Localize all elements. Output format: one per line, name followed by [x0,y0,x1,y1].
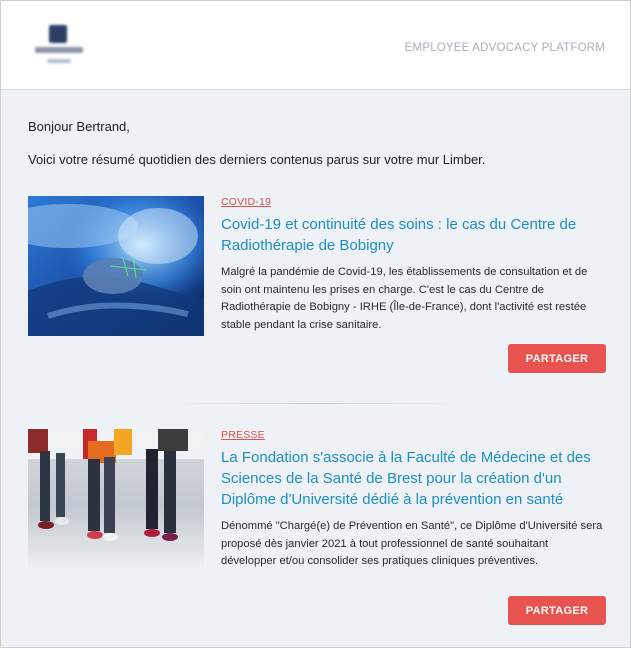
students-photo-icon [28,429,204,569]
share-button[interactable]: PARTAGER [508,344,606,373]
article-description: Malgré la pandémie de Covid-19, les établissements de consultation et de soin ont maintenu les prises en charge. C'est le cas du Centre de Radiothérapie de Bobigny - IRHE (Île-de-France), dont l'activité est restée stable pendant la crise sanitaire. [221,266,588,331]
article-card [28,196,606,376]
article-image-students[interactable] [28,429,204,569]
article-divider [171,403,461,404]
article-content [221,429,606,571]
article-category-link[interactable]: COVID-19 [221,196,272,208]
article-image-radiotherapy[interactable] [28,196,204,336]
article-title-link[interactable]: La Fondation s'associe à la Faculté de Médecine et des Sciences de la Santé de Brest pour la création d'un Diplôme d'Université dédié à la prévention en santé [221,449,591,508]
article-content [221,196,606,334]
greeting: Bonjour Bertrand, [28,119,130,134]
email-header [1,1,630,90]
platform-label: EMPLOYEE ADVOCACY PLATFORM [404,42,605,54]
article-title-link[interactable]: Covid-19 et continuité des soins : le cas du Centre de Radiothérapie de Bobigny [221,216,577,254]
article-card [28,429,606,629]
brand-logo-icon[interactable] [33,25,85,75]
article-description: Dénommé "Chargé(e) de Prévention en Santé", ce Diplôme d'Université sera proposé dès janvier 2021 à tout professionnel de santé souhaitant développer et/ou consolider ses pratiques cliniques préventives. [221,520,603,567]
radiotherapy-photo-icon [28,196,204,336]
article-category-link[interactable]: PRESSE [221,429,265,441]
intro-text: Voici votre résumé quotidien des derniers contenus parus sur votre mur Limber. [28,152,486,167]
share-button[interactable]: PARTAGER [508,596,606,625]
